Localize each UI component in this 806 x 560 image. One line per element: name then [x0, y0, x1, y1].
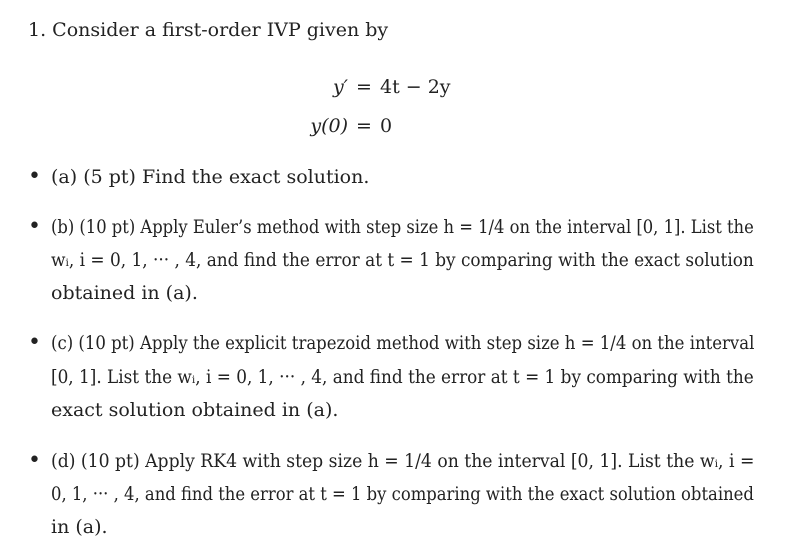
item-b-line-1: (b) (10 pt) Apply Euler’s method with step size h = 1/4 on the interval [0, 1]. List the: [51, 216, 754, 238]
bullet-icon: •: [28, 330, 41, 355]
equation-1-equals: =: [356, 76, 372, 98]
item-d-line-1: (d) (10 pt) Apply RK4 with step size h = 1/4 on the interval [0, 1]. List the wᵢ, i =: [51, 450, 755, 472]
item-c-line-2: [0, 1]. List the wᵢ, i = 0, 1, ··· , 4, and find the error at t = 1 by comparing with the: [51, 366, 754, 388]
item-a-line-1: (a) (5 pt) Find the exact solution.: [51, 166, 370, 188]
item-d-line-3: in (a).: [51, 516, 108, 538]
equation-2-rhs: 0: [380, 115, 393, 137]
item-b-line-2: wᵢ, i = 0, 1, ··· , 4, and find the error at t = 1 by comparing with the exact solution: [51, 249, 754, 271]
bullet-icon: •: [28, 164, 41, 189]
item-d-line-2: 0, 1, ··· , 4, and find the error at t = 1 by comparing with the exact solution obtained: [51, 483, 754, 505]
bullet-icon: •: [28, 214, 41, 239]
item-c-line-1: (c) (10 pt) Apply the explicit trapezoid method with step size h = 1/4 on the interval: [51, 332, 755, 354]
item-c-line-3: exact solution obtained in (a).: [51, 399, 339, 421]
equation-2-lhs: y(0): [310, 115, 348, 137]
equation-2-equals: =: [356, 115, 372, 137]
item-b-line-3: obtained in (a).: [51, 282, 198, 304]
equation-1-rhs: 4t − 2y: [380, 76, 451, 98]
equation-1-lhs: y′: [332, 76, 348, 98]
bullet-icon: •: [28, 448, 41, 473]
problem-header: 1. Consider a first-order IVP given by: [28, 19, 389, 41]
